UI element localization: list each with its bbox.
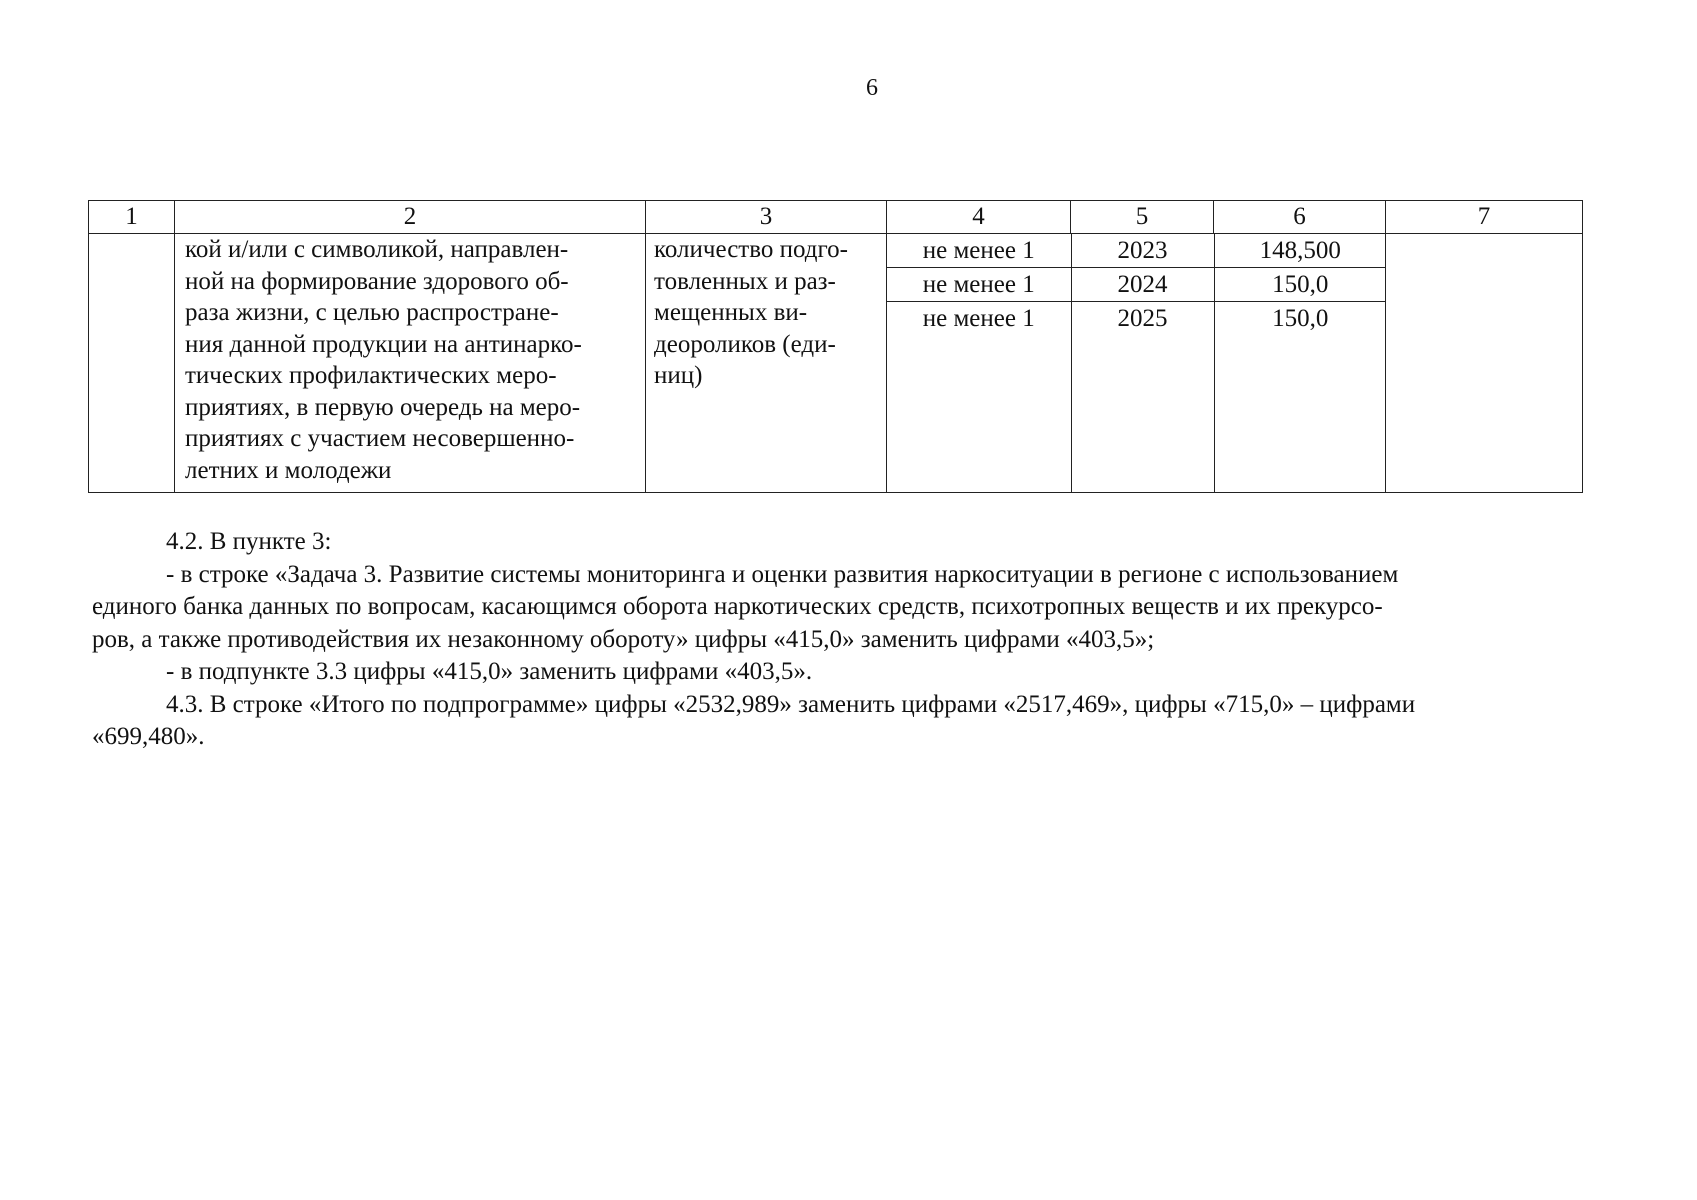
text-line: товленных и раз- — [654, 267, 836, 295]
text-line: приятиях с участием несовершенно- — [185, 425, 575, 452]
cell-activity-description — [175, 234, 646, 493]
paragraph-line: - в строке «Задача 3. Развитие системы мониторинга и оценки развития наркоситуации в регионе с использованием — [166, 560, 1399, 588]
paragraph-line: «699,480». — [92, 723, 205, 750]
text-line: приятиях, в первую очередь на меро- — [185, 393, 581, 421]
text-line: раза жизни, с целью распростране- — [185, 299, 559, 326]
value-row — [887, 268, 1386, 302]
text-line: количество подго- — [654, 236, 848, 263]
table-header-row — [89, 201, 1583, 234]
column-header: 3 — [646, 201, 887, 234]
page-number: 6 — [866, 75, 878, 101]
year-value: 2024 — [1071, 268, 1214, 302]
text-line: ной на формирование здорового об- — [185, 267, 569, 295]
value-row — [887, 302, 1386, 493]
cell-indicator-name — [646, 234, 887, 493]
amount-value: 150,0 — [1214, 268, 1386, 302]
values-subtable — [887, 234, 1386, 492]
text-line: кой и/или с символикой, направлен- — [185, 236, 569, 263]
paragraph-4-2: 4.2. В пункте 3: — [166, 528, 332, 555]
amount-value: 150,0 — [1214, 302, 1386, 493]
column-header: 4 — [887, 201, 1071, 234]
indicator-value: не менее 1 — [887, 268, 1071, 302]
text-line: летних и молодежи — [185, 456, 392, 484]
text-line: деороликов (еди- — [654, 330, 836, 358]
value-row — [887, 234, 1386, 268]
paragraph-line: ров, а также противодействия их незаконному обороту» цифры «415,0» заменить цифрами «403,5»; — [92, 625, 1155, 653]
amendment-text — [92, 526, 1572, 754]
paragraph-line: единого банка данных по вопросам, касающимся оборота наркотических средств, психотропных веществ и их прекурсо- — [92, 593, 1383, 620]
year-value: 2023 — [1071, 234, 1214, 268]
indicator-value: не менее 1 — [887, 234, 1071, 268]
text-line: мещенных ви- — [654, 299, 808, 326]
column-header: 6 — [1214, 201, 1386, 234]
paragraph-4-3: 4.3. В строке «Итого по подпрограмме» цифры «2532,989» заменить цифрами «2517,469», цифры «715,0» – цифрами — [166, 690, 1416, 718]
paragraph-subitem-3-3: - в подпункте 3.3 цифры «415,0» заменить цифрами «403,5». — [166, 658, 813, 685]
column-header: 7 — [1386, 201, 1583, 234]
text-line: ниц) — [654, 362, 703, 389]
data-table — [88, 200, 1583, 493]
cell-values-group — [887, 234, 1386, 493]
column-header: 2 — [175, 201, 646, 234]
text-line: ния данной продукции на антинарко- — [185, 330, 582, 358]
column-header: 5 — [1071, 201, 1214, 234]
table-row — [89, 234, 1583, 493]
amount-value: 148,500 — [1214, 234, 1386, 268]
text-line: тических профилактических меро- — [185, 362, 557, 389]
year-value: 2025 — [1071, 302, 1214, 493]
cell-number — [89, 234, 175, 493]
column-header: 1 — [89, 201, 175, 234]
indicator-value: не менее 1 — [922, 305, 1035, 332]
cell-note — [1386, 234, 1583, 493]
